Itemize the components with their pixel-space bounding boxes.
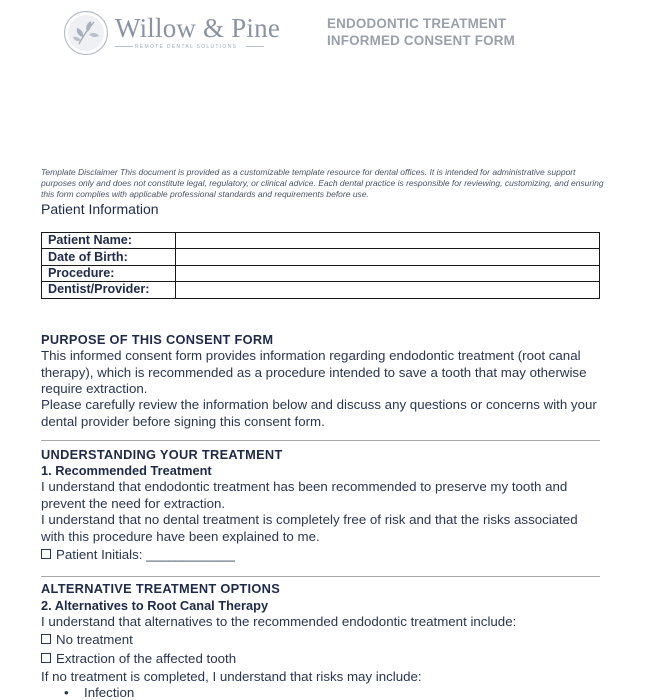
divider	[246, 46, 264, 47]
patient-info-heading: Patient Information	[41, 201, 159, 217]
template-disclaimer: Template Disclaimer This document is provided as a customizable template resource for dental offices. It is intended for administrative support purposes only and does not constitute legal, regulatory, or clinical advice. Each dental practice is responsible for reviewing, customizing, and ensuring this form complies with applicable professional standards and requirements before use.	[41, 167, 604, 199]
alternatives-intro: I understand that alternatives to the recommended endodontic treatment include:	[41, 614, 517, 629]
title-line-2: INFORMED CONSENT FORM	[327, 33, 515, 48]
purpose-paragraph-1: This informed consent form provides information regarding endodontic treatment (root canal therapy), which is recommended as a procedure intended to save a tooth that may otherwise require extraction.	[41, 348, 587, 397]
understanding-heading: UNDERSTANDING YOUR TREATMENT	[41, 447, 283, 462]
understanding-paragraph-2: I understand that no dental treatment is completely free of risk and that the risks associated with this procedure have been explained to me.	[41, 512, 578, 544]
recommended-treatment-subheading: 1. Recommended Treatment	[41, 463, 212, 478]
brand-name: Willow & Pine	[115, 13, 281, 43]
list-item	[64, 685, 135, 700]
option-no-treatment[interactable]	[41, 632, 133, 648]
brand-tagline: REMOTE DENTAL SOLUTIONS	[135, 44, 238, 50]
title-line-1: ENDODONTIC TREATMENT	[327, 16, 507, 31]
procedure-label: Procedure:	[42, 265, 176, 281]
brand-logo	[63, 10, 281, 60]
leaf-circle-icon	[63, 10, 109, 56]
section-divider	[41, 576, 600, 577]
risk-label: Infection	[84, 685, 135, 700]
divider	[115, 46, 133, 47]
table-row	[42, 233, 600, 249]
document-title	[327, 15, 515, 49]
option-label: Extraction of the affected tooth	[56, 651, 237, 666]
empty-checkbox-icon[interactable]	[41, 549, 51, 559]
purpose-heading: PURPOSE OF THIS CONSENT FORM	[41, 332, 274, 347]
patient-name-field[interactable]	[176, 233, 600, 249]
alternatives-heading: ALTERNATIVE TREATMENT OPTIONS	[41, 581, 281, 596]
bullet-icon: •	[64, 685, 69, 700]
option-extraction[interactable]	[41, 651, 236, 667]
table-row	[42, 265, 600, 281]
table-row	[42, 249, 600, 265]
patient-name-label: Patient Name:	[42, 233, 176, 249]
purpose-paragraph-2: Please carefully review the information below and discuss any questions or concerns with your dental provider before signing this consent form.	[41, 397, 597, 429]
date-of-birth-label: Date of Birth:	[42, 249, 176, 265]
dentist-provider-field[interactable]	[176, 282, 600, 298]
patient-info-table	[41, 232, 600, 299]
patient-initials-label: Patient Initials: ____________	[56, 547, 235, 562]
procedure-field[interactable]	[176, 265, 600, 281]
option-label: No treatment	[56, 632, 133, 647]
dentist-provider-label: Dentist/Provider:	[42, 282, 176, 298]
understanding-paragraph-1: I understand that endodontic treatment has been recommended to preserve my tooth and prevent the need for extraction.	[41, 479, 568, 511]
table-row	[42, 282, 600, 298]
patient-initials-line[interactable]	[41, 547, 235, 563]
risks-intro: If no treatment is completed, I understand that risks may include:	[41, 669, 422, 684]
section-divider	[41, 440, 600, 441]
empty-checkbox-icon[interactable]	[41, 634, 51, 644]
date-of-birth-field[interactable]	[176, 249, 600, 265]
alternatives-subheading: 2. Alternatives to Root Canal Therapy	[41, 598, 269, 613]
empty-checkbox-icon[interactable]	[41, 653, 51, 663]
